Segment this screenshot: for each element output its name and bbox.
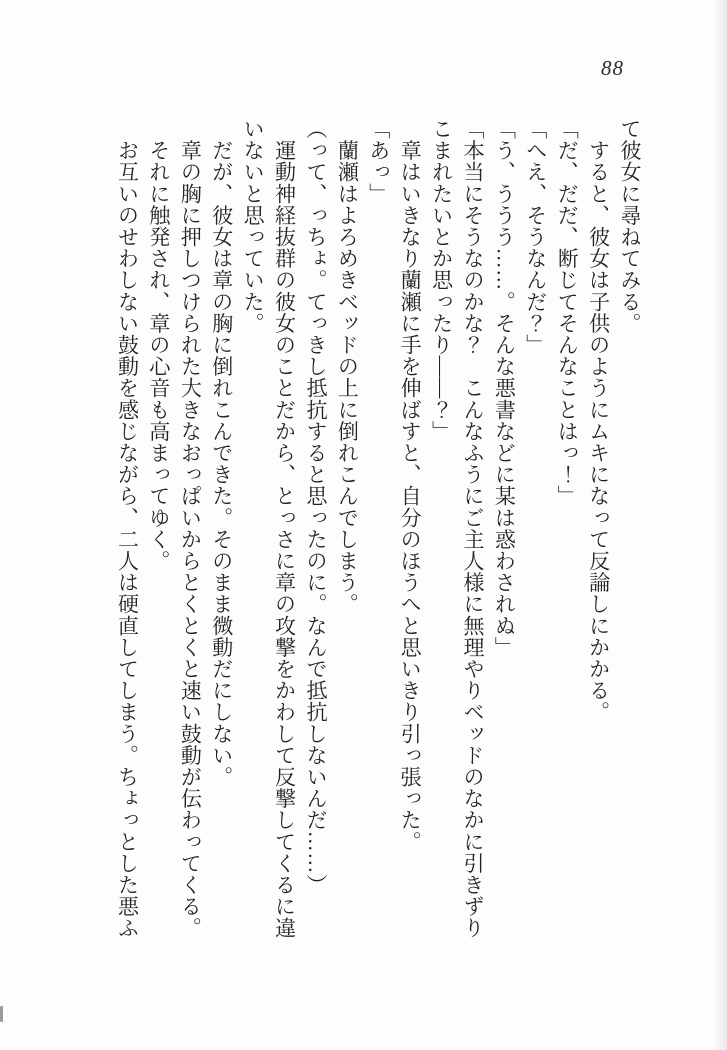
- text-line: それに触発され、章の心音も高まってゆく。: [146, 118, 171, 572]
- text-line: だが、彼女は章の胸に倒れこんできた。そのまま微動だにしない。: [209, 118, 234, 788]
- scan-artifact: [0, 1006, 3, 1022]
- vertical-text-block: [111, 118, 645, 960]
- text-line: 「う、ううう……。そんな悪書などに某は惑わされぬ」: [492, 118, 517, 658]
- text-line: 「へえ、そうなんだ？」: [523, 118, 548, 356]
- text-line: 「本当にそうなのかな？ こんなふうにご主人様に無理やりベッドのなかに引きずり: [460, 118, 485, 939]
- page-edge-shading: [713, 0, 727, 1050]
- text-line: 蘭瀬はよろめきベッドの上に倒れこんでしまう。: [335, 118, 360, 615]
- text-line: いないと思っていた。: [241, 118, 266, 334]
- text-line: （って、っちょ。てっきし抵抗すると思ったのに。なんで抵抗しないんだ……）: [303, 118, 328, 896]
- text-line: て彼女に尋ねてみる。: [618, 118, 642, 334]
- text-line: 「あっ」: [366, 118, 391, 205]
- text-line: こまれたいとか思ったり――？」: [429, 118, 454, 442]
- text-line: すると、彼女は子供のようにムキになって反論しにかかる。: [586, 118, 611, 723]
- page-number: 88: [601, 56, 624, 80]
- text-line: お互いのせわしない鼓動を感じながら、二人は硬直してしまう。ちょっとした悪ふ: [115, 118, 140, 939]
- text-line: 運動神経抜群の彼女のことだから、とっさに章の攻撃をかわして反撃してくるに違: [272, 118, 297, 939]
- text-line: 章の胸に押しつけられた大きなおっぱいからとくとくと速い鼓動が伝わってくる。: [178, 118, 203, 939]
- text-line: 「だ、だだ、断じてそんなことはっ！」: [555, 118, 580, 507]
- text-line: 章はいきなり蘭瀬に手を伸ばすと、自分のほうへと思いきり引っ張った。: [398, 118, 423, 853]
